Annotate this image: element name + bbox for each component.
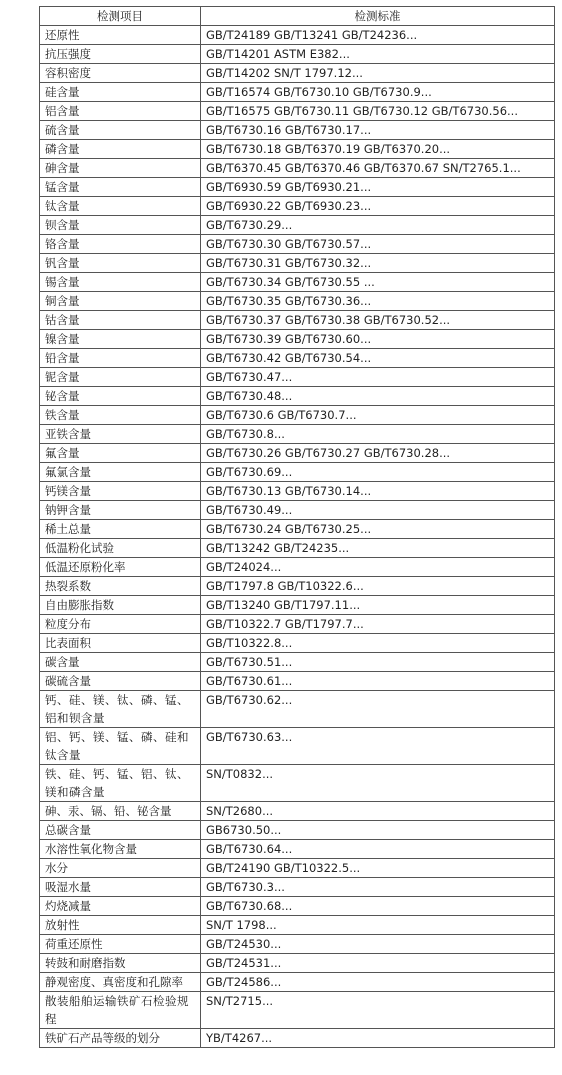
table-row (40, 765, 555, 802)
cell-standard: GB/T6730.34 GB/T6730.55 ... (201, 273, 555, 292)
table-row (40, 292, 555, 311)
table-row (40, 728, 555, 765)
cell-item: 钴含量 (40, 311, 201, 330)
cell-item: 热裂系数 (40, 577, 201, 596)
cell-standard: GB/T16574 GB/T6730.10 GB/T6730.9... (201, 83, 555, 102)
header-item: 检测项目 (40, 7, 201, 26)
table-row (40, 235, 555, 254)
cell-standard: GB/T6730.18 GB/T6370.19 GB/T6370.20... (201, 140, 555, 159)
table-row (40, 558, 555, 577)
table-row (40, 859, 555, 878)
cell-standard: GB/T10322.8... (201, 634, 555, 653)
table-row (40, 935, 555, 954)
cell-standard: GB/T24190 GB/T10322.5... (201, 859, 555, 878)
table-row (40, 254, 555, 273)
cell-item: 铝含量 (40, 102, 201, 121)
cell-standard: GB/T6730.8... (201, 425, 555, 444)
cell-item: 铁含量 (40, 406, 201, 425)
table-row (40, 840, 555, 859)
cell-item: 碳硫含量 (40, 672, 201, 691)
table-row (40, 121, 555, 140)
cell-item: 稀土总量 (40, 520, 201, 539)
cell-standard: GB/T6730.69... (201, 463, 555, 482)
table-body (40, 26, 555, 1048)
cell-standard: GB/T6730.13 GB/T6730.14... (201, 482, 555, 501)
table-row (40, 878, 555, 897)
cell-standard: GB/T6730.37 GB/T6730.38 GB/T6730.52... (201, 311, 555, 330)
cell-standard: GB/T6730.16 GB/T6730.17... (201, 121, 555, 140)
cell-standard: GB/T24024... (201, 558, 555, 577)
cell-standard: GB/T6730.6 GB/T6730.7... (201, 406, 555, 425)
cell-item: 锰含量 (40, 178, 201, 197)
table-header-row (40, 7, 555, 26)
cell-standard: GB/T6730.49... (201, 501, 555, 520)
table-row (40, 159, 555, 178)
cell-item: 铋含量 (40, 387, 201, 406)
cell-item: 钛含量 (40, 197, 201, 216)
table-row (40, 577, 555, 596)
cell-standard: GB/T13240 GB/T1797.11... (201, 596, 555, 615)
table-row (40, 45, 555, 64)
table-row (40, 330, 555, 349)
header-standard: 检测标准 (201, 7, 555, 26)
cell-standard: GB/T6730.39 GB/T6730.60... (201, 330, 555, 349)
cell-standard: SN/T2680... (201, 802, 555, 821)
cell-standard: GB/T6730.51... (201, 653, 555, 672)
cell-standard: GB/T6730.35 GB/T6730.36... (201, 292, 555, 311)
cell-item: 砷含量 (40, 159, 201, 178)
table-row (40, 64, 555, 83)
cell-standard: GB/T14202 SN/T 1797.12... (201, 64, 555, 83)
table-row (40, 102, 555, 121)
cell-item: 吸湿水量 (40, 878, 201, 897)
table-row (40, 973, 555, 992)
table-row (40, 216, 555, 235)
table-row (40, 802, 555, 821)
cell-standard: GB/T6730.30 GB/T6730.57... (201, 235, 555, 254)
cell-standard: GB/T6730.26 GB/T6730.27 GB/T6730.28... (201, 444, 555, 463)
cell-standard: GB/T6730.62... (201, 691, 555, 728)
cell-item: 总碳含量 (40, 821, 201, 840)
cell-item: 铅含量 (40, 349, 201, 368)
table-row (40, 349, 555, 368)
cell-standard: GB/T13242 GB/T24235... (201, 539, 555, 558)
table-row (40, 444, 555, 463)
table-row (40, 615, 555, 634)
cell-item: 铬含量 (40, 235, 201, 254)
cell-item: 钙、硅、镁、钛、磷、锰、铝和钡含量 (40, 691, 201, 728)
cell-standard: GB/T6730.63... (201, 728, 555, 765)
table-row (40, 463, 555, 482)
table-row (40, 596, 555, 615)
cell-item: 钠钾含量 (40, 501, 201, 520)
cell-item: 铁矿石产品等级的划分 (40, 1029, 201, 1048)
cell-item: 磷含量 (40, 140, 201, 159)
cell-item: 转鼓和耐磨指数 (40, 954, 201, 973)
table-row (40, 501, 555, 520)
cell-standard: GB/T6730.68... (201, 897, 555, 916)
cell-item: 铌含量 (40, 368, 201, 387)
cell-standard: SN/T2715... (201, 992, 555, 1029)
table-row (40, 387, 555, 406)
cell-item: 钙镁含量 (40, 482, 201, 501)
cell-standard: SN/T 1798... (201, 916, 555, 935)
table-row (40, 916, 555, 935)
table-row (40, 634, 555, 653)
table-row (40, 482, 555, 501)
cell-item: 静观密度、真密度和孔隙率 (40, 973, 201, 992)
cell-item: 铝、钙、镁、锰、磷、硅和钛含量 (40, 728, 201, 765)
cell-item: 氟含量 (40, 444, 201, 463)
table-row (40, 897, 555, 916)
table-row (40, 311, 555, 330)
table-row (40, 197, 555, 216)
table-row (40, 83, 555, 102)
cell-item: 比表面积 (40, 634, 201, 653)
cell-standard: GB/T24530... (201, 935, 555, 954)
cell-item: 铜含量 (40, 292, 201, 311)
cell-item: 氟氯含量 (40, 463, 201, 482)
cell-item: 散装船舶运输铁矿石检验规程 (40, 992, 201, 1029)
table-row (40, 691, 555, 728)
cell-standard: GB/T6730.3... (201, 878, 555, 897)
cell-item: 硫含量 (40, 121, 201, 140)
table-row (40, 273, 555, 292)
cell-item: 还原性 (40, 26, 201, 45)
cell-item: 抗压强度 (40, 45, 201, 64)
cell-item: 低温粉化试验 (40, 539, 201, 558)
table-row (40, 1029, 555, 1048)
cell-standard: GB/T6730.42 GB/T6730.54... (201, 349, 555, 368)
cell-item: 钒含量 (40, 254, 201, 273)
standards-table (39, 6, 555, 1048)
cell-standard: GB/T10322.7 GB/T1797.7... (201, 615, 555, 634)
cell-item: 砷、汞、镉、铅、铋含量 (40, 802, 201, 821)
table-row (40, 406, 555, 425)
table-row (40, 992, 555, 1029)
cell-item: 粒度分布 (40, 615, 201, 634)
table-row (40, 368, 555, 387)
cell-standard: GB/T6730.64... (201, 840, 555, 859)
cell-item: 亚铁含量 (40, 425, 201, 444)
cell-standard: SN/T0832... (201, 765, 555, 802)
cell-standard: GB/T6730.29... (201, 216, 555, 235)
cell-standard: YB/T4267... (201, 1029, 555, 1048)
cell-standard: GB/T14201 ASTM E382... (201, 45, 555, 64)
cell-standard: GB/T6730.31 GB/T6730.32... (201, 254, 555, 273)
cell-item: 低温还原粉化率 (40, 558, 201, 577)
cell-item: 硅含量 (40, 83, 201, 102)
cell-standard: GB/T6730.48... (201, 387, 555, 406)
cell-standard: GB6730.50... (201, 821, 555, 840)
cell-item: 镍含量 (40, 330, 201, 349)
cell-item: 荷重还原性 (40, 935, 201, 954)
cell-standard: GB/T6930.59 GB/T6930.21... (201, 178, 555, 197)
table-row (40, 26, 555, 45)
cell-item: 自由膨胀指数 (40, 596, 201, 615)
cell-item: 放射性 (40, 916, 201, 935)
cell-item: 灼烧减量 (40, 897, 201, 916)
cell-item: 铁、硅、钙、锰、铝、钛、镁和磷含量 (40, 765, 201, 802)
cell-item: 锡含量 (40, 273, 201, 292)
table-row (40, 178, 555, 197)
table-row (40, 954, 555, 973)
cell-standard: GB/T6930.22 GB/T6930.23... (201, 197, 555, 216)
cell-standard: GB/T24531... (201, 954, 555, 973)
cell-standard: GB/T24586... (201, 973, 555, 992)
table-row (40, 140, 555, 159)
cell-standard: GB/T16575 GB/T6730.11 GB/T6730.12 GB/T6730.56... (201, 102, 555, 121)
cell-standard: GB/T6730.47... (201, 368, 555, 387)
cell-standard: GB/T1797.8 GB/T10322.6... (201, 577, 555, 596)
table-row (40, 653, 555, 672)
cell-item: 碳含量 (40, 653, 201, 672)
table-row (40, 672, 555, 691)
table-row (40, 539, 555, 558)
cell-standard: GB/T24189 GB/T13241 GB/T24236... (201, 26, 555, 45)
cell-item: 钡含量 (40, 216, 201, 235)
table-row (40, 425, 555, 444)
cell-standard: GB/T6730.24 GB/T6730.25... (201, 520, 555, 539)
cell-item: 水溶性氧化物含量 (40, 840, 201, 859)
table-row (40, 821, 555, 840)
table-row (40, 520, 555, 539)
cell-standard: GB/T6730.61... (201, 672, 555, 691)
cell-item: 容积密度 (40, 64, 201, 83)
cell-standard: GB/T6370.45 GB/T6370.46 GB/T6370.67 SN/T2765.1... (201, 159, 555, 178)
cell-item: 水分 (40, 859, 201, 878)
